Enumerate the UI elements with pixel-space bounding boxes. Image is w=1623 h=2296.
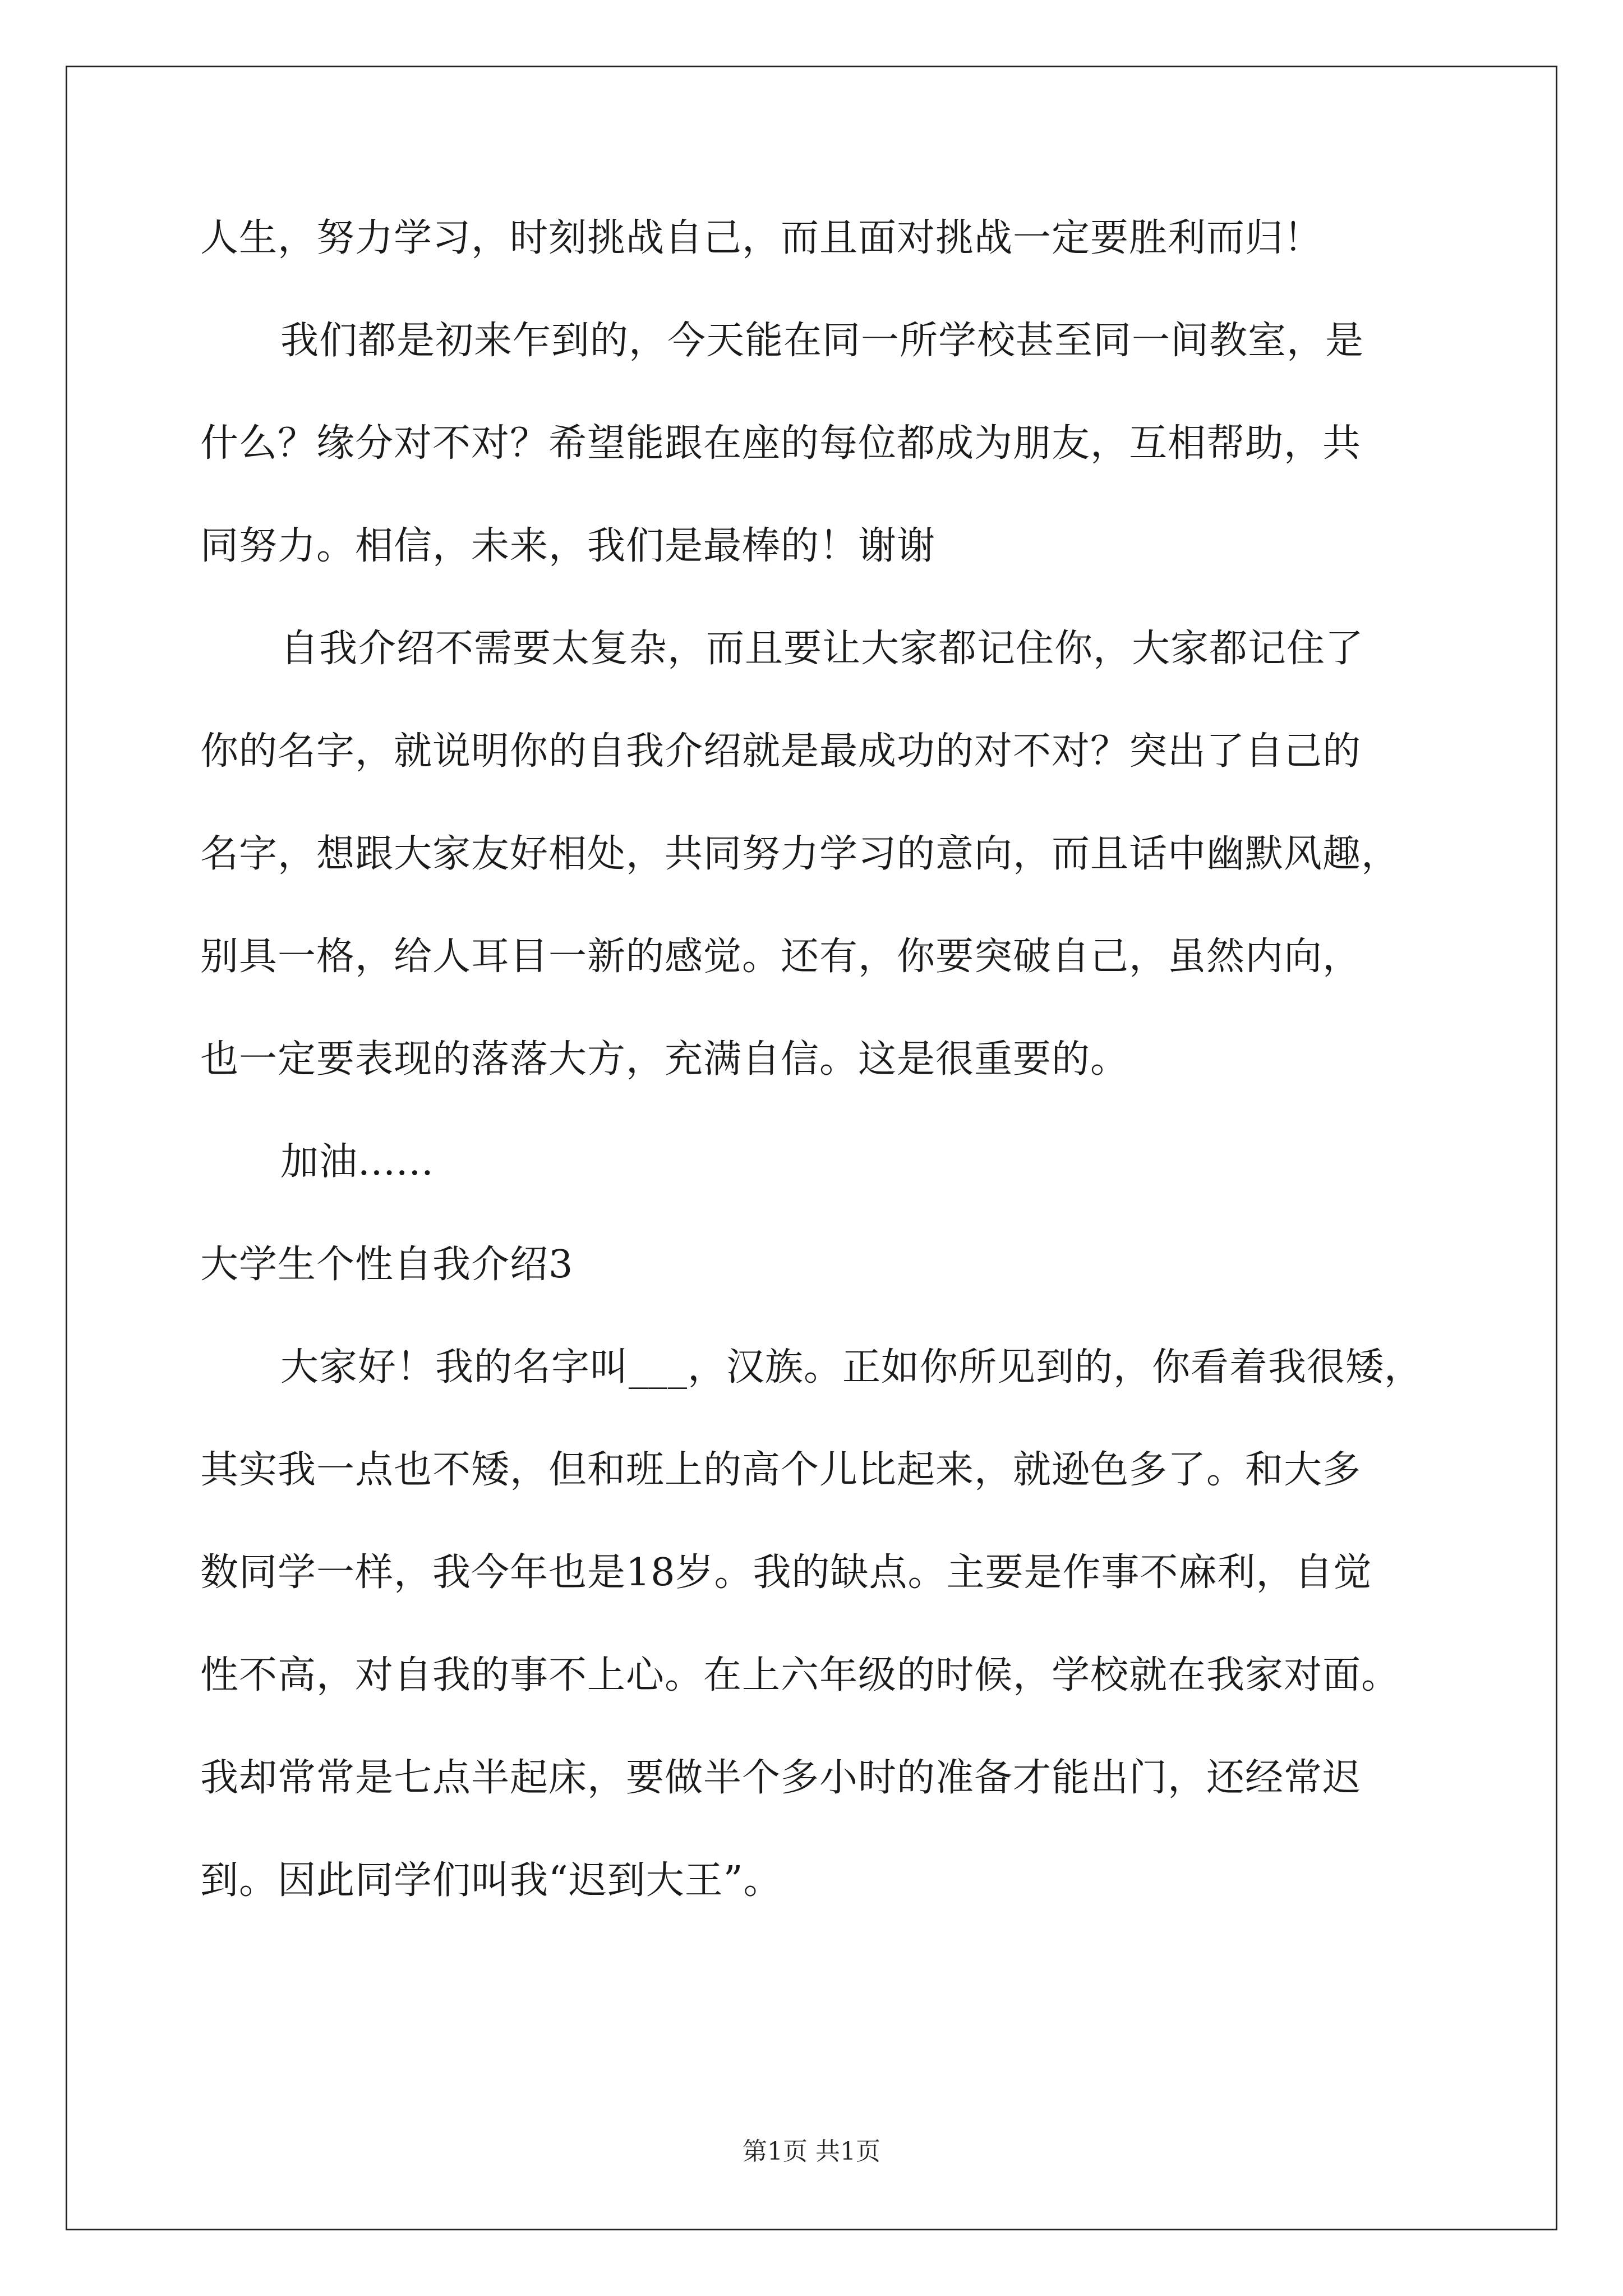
text-line: 性不高，对自我的事不上心。在上六年级的时候，学校就在我家对面。 — [200, 1653, 1400, 1697]
text-line: 别具一格，给人耳目一新的感觉。还有，你要突破自己，虽然内向， — [200, 935, 1362, 979]
text-line: 我却常常是七点半起床，要做半个多小时的准备才能出门，还经常迟 — [200, 1756, 1362, 1800]
text-line: 数同学一样，我今年也是18岁。我的缺点。主要是作事不麻利，自觉 — [200, 1550, 1372, 1595]
text-line: 什么？缘分对不对？希望能跟在座的每位都成为朋友，互相帮助，共 — [200, 421, 1362, 466]
text-line: 其实我一点也不矮，但和班上的高个儿比起来，就逊色多了。和大多 — [200, 1448, 1362, 1492]
paragraph-start-line: 自我介绍不需要太复杂，而且要让大家都记住你，大家都记住了 — [280, 627, 1364, 671]
text-line: 名字，想跟大家友好相处，共同努力学习的意向，而且话中幽默风趣， — [200, 832, 1400, 876]
paragraph-start-line: 我们都是初来乍到的，今天能在同一所学校甚至同一间教室，是 — [280, 319, 1364, 363]
section-heading: 大学生个性自我介绍3 — [200, 1243, 574, 1287]
text-line: 到。因此同学们叫我“迟到大王”。 — [200, 1858, 782, 1903]
paragraph-start-line: 加油...... — [280, 1140, 434, 1184]
page-footer: 第1页 共1页 — [743, 2137, 880, 2166]
text-line: 人生，努力学习，时刻挑战自己，而且面对挑战一定要胜利而归！ — [200, 216, 1323, 260]
paragraph-start-line: 大家好！我的名字叫___，汉族。正如你所见到的，你看着我很矮， — [280, 1345, 1423, 1389]
text-line: 也一定要表现的落落大方，充满自信。这是很重要的。 — [200, 1037, 1129, 1082]
text-line: 你的名字，就说明你的自我介绍就是最成功的对不对？突出了自己的 — [200, 729, 1362, 774]
text-line: 同努力。相信，未来，我们是最棒的！谢谢 — [200, 524, 936, 568]
